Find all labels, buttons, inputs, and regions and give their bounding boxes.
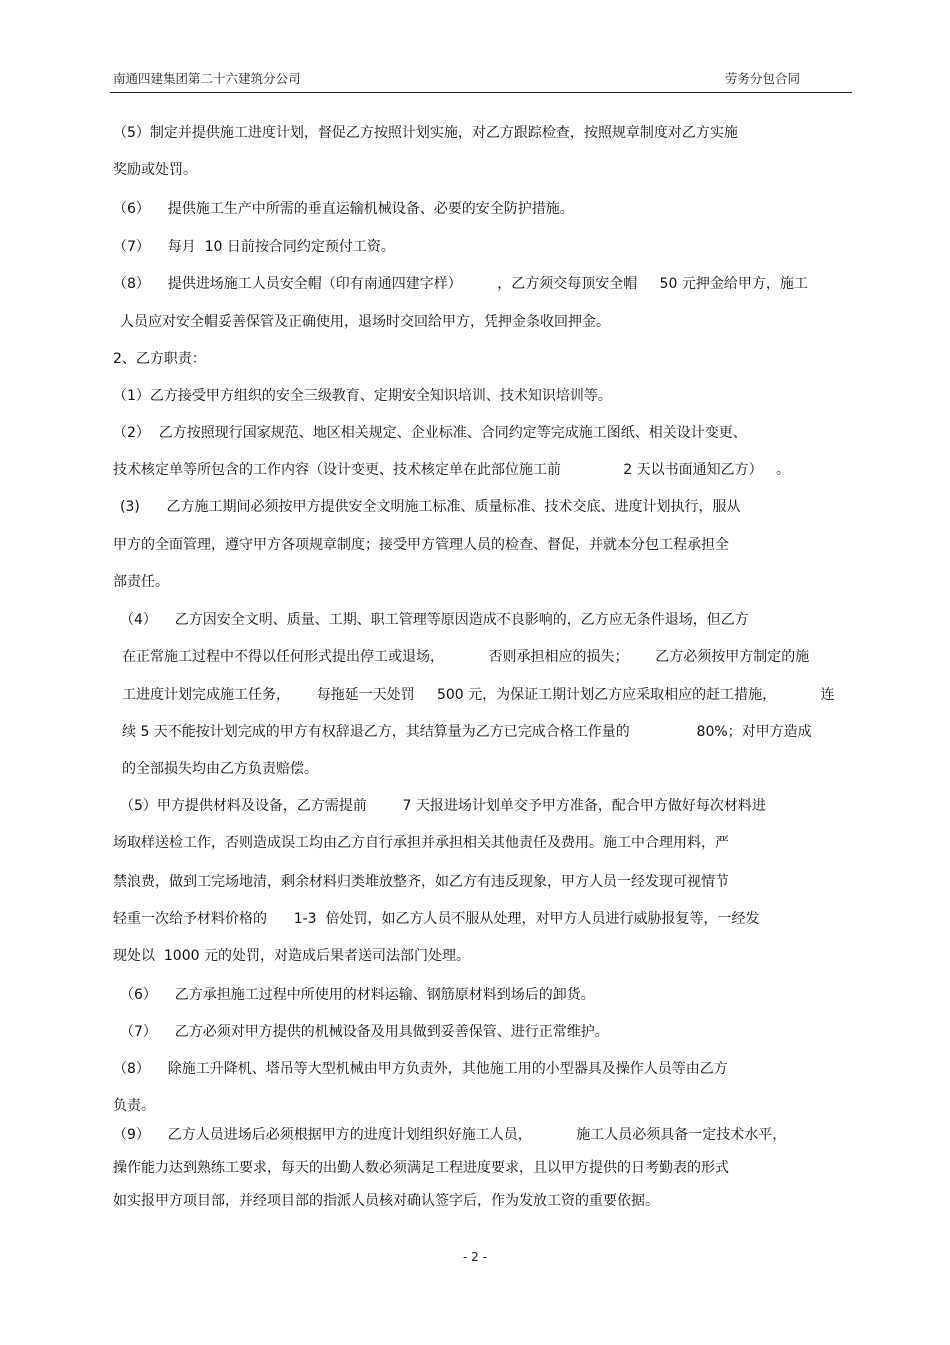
text-line: （7） 每月 10 日前按合同约定预付工资。	[113, 239, 395, 255]
section-heading: 2、乙方职责：	[113, 351, 206, 367]
text-line: 轻重一次给予材料价格的 1-3 倍处罚，如乙方人员不服从处理，对甲方人员进行威胁报复等，一经发	[113, 911, 760, 927]
page-number: - 2 -	[463, 1250, 487, 1264]
text-line: 现处以 1000 元的处罚，对造成后果者送司法部门处理。	[113, 948, 470, 964]
text-line: 奖励或处罚。	[113, 162, 197, 178]
text-line: 如实报甲方项目部，并经项目部的指派人员核对确认签字后，作为发放工资的重要依据。	[113, 1193, 659, 1209]
text-line: （5）制定并提供施工进度计划，督促乙方按照计划实施，对乙方跟踪检查，按照规章制度对乙方实施	[113, 125, 738, 141]
text-line: （6） 提供施工生产中所需的垂直运输机械设备、必要的安全防护措施。	[113, 201, 574, 217]
text-line: 禁浪费，做到工完场地清，剩余材料归类堆放整齐，如乙方有违反现象，甲方人员一经发现可视情节	[113, 874, 729, 890]
header-company: 南通四建集团第二十六建筑分公司	[113, 71, 301, 86]
text-line: （6） 乙方承担施工过程中所使用的材料运输、钢筋原材料到场后的卸货。	[120, 987, 595, 1003]
text-line: 技术核定单等所包含的工作内容（设计变更、技术核定单在此部位施工前 2 天以书面通知乙方） 。	[113, 462, 791, 478]
text-line: 的全部损失均由乙方负责赔偿。	[122, 761, 318, 777]
text-line: 续 5 天不能按计划完成的甲方有权辞退乙方，其结算量为乙方已完成合格工作量的 80%；对甲方造成	[122, 724, 812, 740]
text-line: （8） 提供进场施工人员安全帽（印有南通四建字样） ，乙方须交每顶安全帽 50 元押金给甲方，施工	[113, 276, 808, 292]
text-line: 负责。	[113, 1098, 155, 1114]
text-line: 在正常施工过程中不得以任何形式提出停工或退场， 否则承担相应的损失； 乙方必须按甲方制定的施	[122, 649, 810, 665]
header-divider	[110, 92, 852, 93]
text-line: （7） 乙方必须对甲方提供的机械设备及用具做到妥善保管、进行正常维护。	[120, 1024, 609, 1040]
text-line: （2） 乙方按照现行国家规范、地区相关规定、企业标准、合同约定等完成施工图纸、相关设计变更、	[113, 425, 747, 441]
text-line: （9） 乙方人员进场后必须根据甲方的进度计划组织好施工人员， 施工人员必须具备一定技术水平，	[113, 1127, 787, 1143]
header-doc-type: 劳务分包合同	[725, 71, 801, 86]
text-line: 甲方的全面管理，遵守甲方各项规章制度；接受甲方管理人员的检查、督促，并就本分包工程承担全	[113, 537, 729, 553]
text-line: （5）甲方提供材料及设备，乙方需提前 7 天报进场计划单交予甲方准备，配合甲方做好每次材料进	[120, 798, 766, 814]
text-line: (3) 乙方施工期间必须按甲方提供安全文明施工标准、质量标准、技术交底、进度计划执行，服从	[120, 499, 741, 515]
text-line: （1）乙方接受甲方组织的安全三级教育、定期安全知识培训、技术知识培训等。	[113, 388, 612, 404]
text-line: 工进度计划完成施工任务， 每拖延一天处罚 500 元，为保证工期计划乙方应采取相应的赶工措施， 连	[122, 687, 835, 703]
text-line: （4） 乙方因安全文明、质量、工期、职工管理等原因造成不良影响的，乙方应无条件退场，但乙方	[120, 612, 749, 628]
text-line: 操作能力达到熟练工要求，每天的出勤人数必须满足工程进度要求，且以甲方提供的日考勤表的形式	[113, 1160, 729, 1176]
text-line: 人员应对安全帽妥善保管及正确使用，退场时交回给甲方，凭押金条收回押金。	[120, 314, 610, 330]
text-line: （8） 除施工升降机、塔吊等大型机械由甲方负责外，其他施工用的小型器具及操作人员等由乙方	[113, 1061, 728, 1077]
text-line: 部责任。	[113, 574, 169, 590]
text-line: 场取样送检工作，否则造成误工均由乙方自行承担并承担相关其他责任及费用。施工中合理用料，严	[113, 835, 729, 851]
